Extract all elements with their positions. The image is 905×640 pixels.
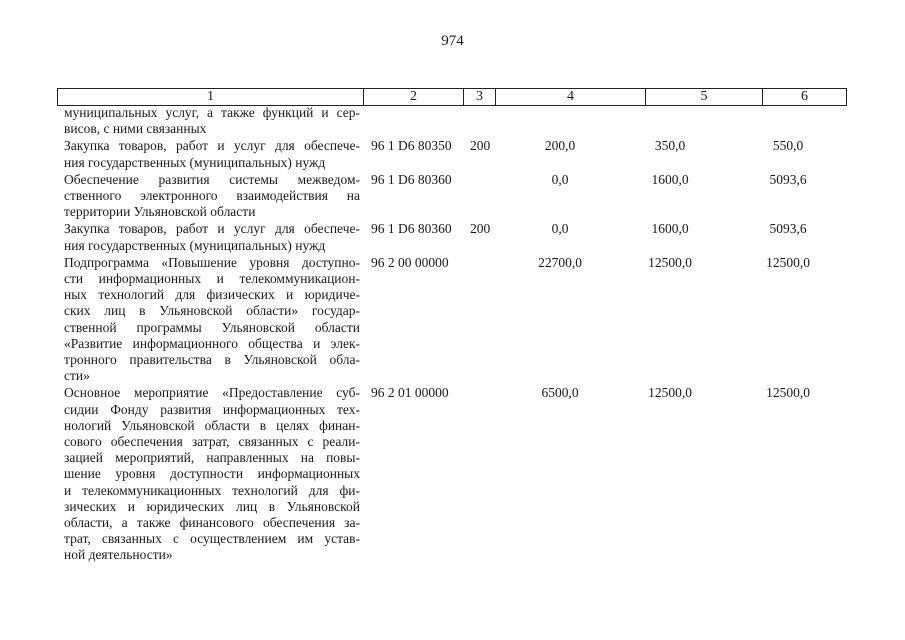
row-description: Обеспечение развития системы межведом- ственного электронного взаимодействия на территории Ульяновской области: [64, 171, 360, 220]
column-header-3: 3: [464, 89, 496, 106]
row-value-6: 5093,6: [769, 171, 807, 187]
row-value-4: 0,0: [551, 171, 569, 187]
row-description: Основное мероприятие «Предоставление суб- сидии Фонду развития информационных тех- нологий Ульяновской области в целях финан- сового обеспечения затрат, связанных с реали- зацией мероприятий, направленных на повы- шение уровня доступности информационных и телекоммуникационных технологий для фи- зических и юридических лиц в Ульяновской области, а также финансового обеспечения за- трат, связанных с осуществлением им устав- ной деятельности»: [64, 385, 360, 563]
column-header-6: 6: [763, 89, 847, 106]
row-code: 96 2 01 00000: [371, 385, 449, 401]
row-code: 96 1 D6 80360: [371, 171, 452, 187]
row-value-6: 550,0: [772, 138, 804, 154]
row-code: 96 2 00 00000: [371, 254, 449, 270]
row-value-4: 22700,0: [538, 254, 582, 270]
row-value-4: 200,0: [544, 138, 576, 154]
table-row: [0, 172, 905, 221]
row-description: Подпрограмма «Повышение уровня доступно- сти информационных и телекоммуникацион- ных технологий для физических и юридиче- ских лиц в Ульяновской области» государ- ственной программы Ульяновской области «Развитие информационного общества и элек- тронного правительства в Ульяновской обла- сти»: [64, 254, 360, 384]
row-description: Закупка товаров, работ и услуг для обеспече- ния государственных (муниципальных) нужд: [64, 221, 360, 253]
row-value-5: 1600,0: [651, 221, 689, 237]
table-body: [0, 105, 905, 564]
row-value-5: 12500,0: [648, 254, 692, 270]
table-row: [0, 105, 905, 137]
row-value-4: 0,0: [551, 221, 569, 237]
row-code: 96 1 D6 80350: [371, 138, 452, 154]
row-type: 200: [470, 221, 491, 237]
table-row: [0, 385, 905, 563]
page-number: 974: [441, 33, 464, 49]
column-header-5: 5: [646, 89, 763, 106]
row-value-5: 1600,0: [651, 171, 689, 187]
row-description: Закупка товаров, работ и услуг для обеспече- ния государственных (муниципальных) нужд: [64, 138, 360, 170]
column-header-4: 4: [496, 89, 646, 106]
row-value-6: 12500,0: [766, 254, 810, 270]
column-header-table: [57, 88, 847, 106]
row-value-5: 12500,0: [648, 385, 692, 401]
table-row: [0, 255, 905, 385]
row-description: муниципальных услуг, а также функций и сер- висов, с ними связанных: [64, 105, 360, 137]
row-value-6: 12500,0: [766, 385, 810, 401]
column-header-row: [58, 89, 847, 106]
row-value-5: 350,0: [654, 138, 686, 154]
row-value-4: 6500,0: [541, 385, 579, 401]
column-header-1: 1: [58, 89, 364, 106]
row-type: 200: [470, 138, 491, 154]
table-row: [0, 221, 905, 253]
table-row: [0, 138, 905, 170]
row-code: 96 1 D6 80360: [371, 221, 452, 237]
row-value-6: 5093,6: [769, 221, 807, 237]
column-header-2: 2: [364, 89, 464, 106]
